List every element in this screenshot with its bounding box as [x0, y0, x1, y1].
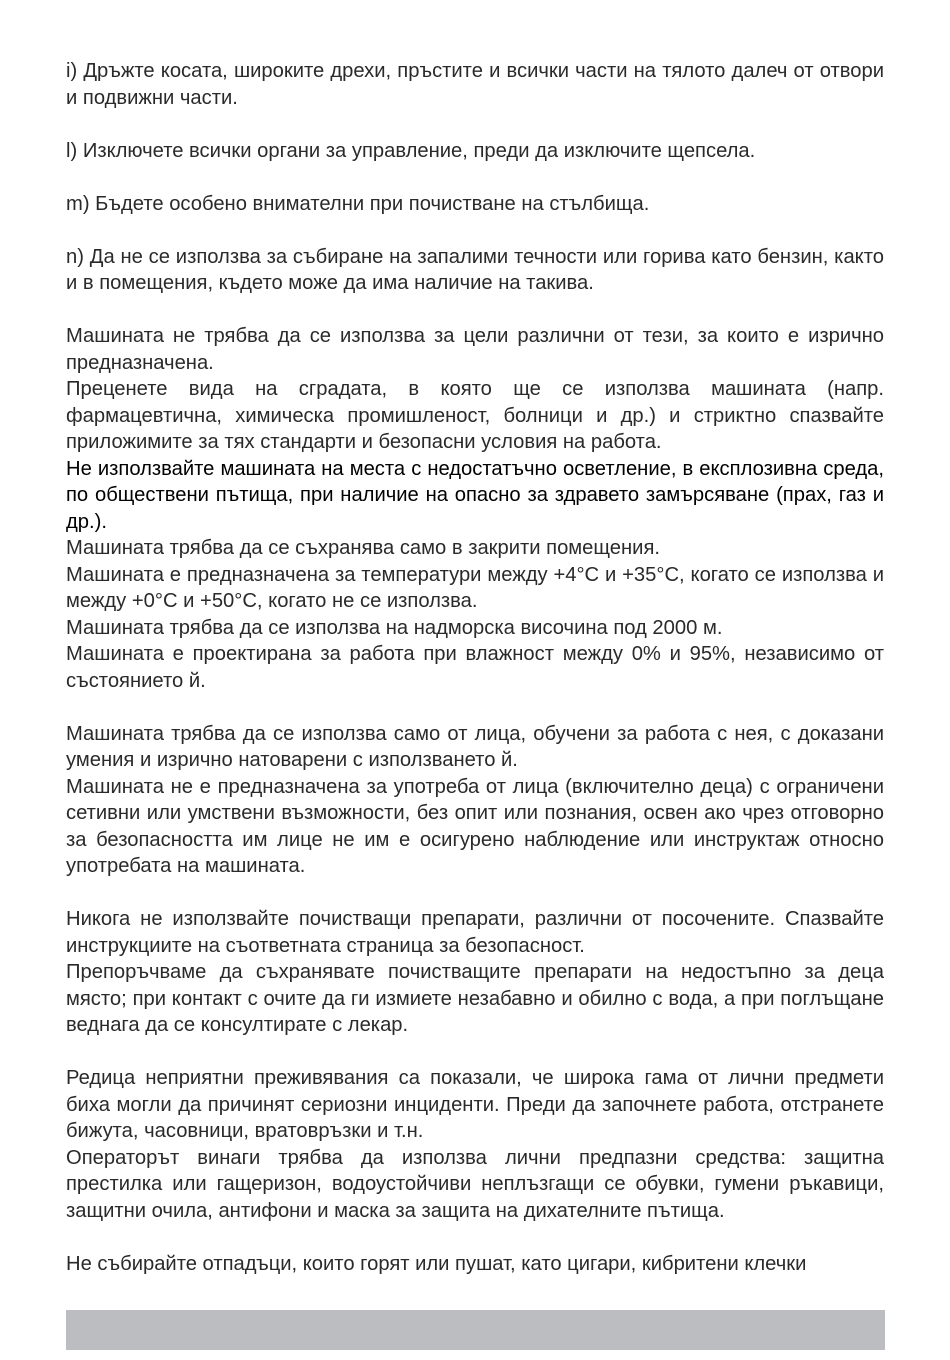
usage-conditions-section: [66, 323, 884, 694]
safety-item-l: l) Изключете всички органи за управление, преди да изключите щепсела.: [66, 139, 756, 162]
trained-operators-paragraph: Машината трябва да се използва само от лица, обучени за работа с нея, с доказани умения и изрично натоварени с използването й.: [66, 722, 884, 771]
storage-paragraph: Машината трябва да се съхранява само в закрити помещения.: [66, 537, 660, 559]
personal-protection-section: [66, 1065, 884, 1224]
humidity-paragraph: Машината е проектирана за работа при влажност между 0% и 95%, независимо от състоянието й.: [66, 643, 884, 692]
safety-item-m: m) Бъдете особено внимателни при почистване на стълбища.: [66, 192, 650, 215]
document-body: [66, 58, 884, 1277]
cleaning-agents-section: [66, 906, 884, 1039]
operator-section: [66, 721, 884, 880]
intended-use-paragraph: Машината не трябва да се използва за цели различни от тези, за които е изрично предназначена.: [66, 325, 884, 374]
detergent-storage-paragraph: Препоръчваме да съхранявате почистващите препарати на недостъпно за деца място; при контакт с очите да ги измиете незабавно и обилно с вода, а при поглъщане веднага да се консултирате с лекар.: [66, 961, 884, 1036]
protective-equipment-paragraph: Операторът винаги трябва да използва лични предпазни средства: защитна престилка или гащеризон, водоустойчиви неплъзгащи се обувки, гумени ръкавици, защитни очила, антифони и маска за защита на дихателните пътища.: [66, 1146, 884, 1222]
temperature-paragraph: Машината е предназначена за температури между +4°C и +35°C, когато се използва и между +0°C и +50°C, когато не се използва.: [66, 563, 884, 612]
safety-item-n: n) Да не се използва за събиране на запалими течности или горива като бензин, както и в помещения, където може да има наличие на такива.: [66, 245, 884, 294]
altitude-paragraph: Машината трябва да се използва на надморска височина под 2000 м.: [66, 616, 723, 639]
safety-item-i: i) Дръжте косата, широките дрехи, пръстите и всички части на тялото далеч от отвори и подвижни части.: [66, 60, 884, 109]
burning-waste-paragraph: Не събирайте отпадъци, които горят или пушат, като цигари, кибритени клечки: [66, 1252, 807, 1275]
detergents-paragraph: Никога не използвайте почистващи препарати, различни от посочените. Спазвайте инструкциите на съответната страница за безопасност.: [66, 908, 884, 957]
building-type-paragraph: Преценете вида на сградата, в която ще се използва машината (напр. фармацевтична, химическа промишленост, болници и др.) и стриктно спазвайте приложимите за тях стандарти и безопасни условия на работа.: [66, 378, 884, 453]
footer-bar: [66, 1310, 885, 1350]
personal-items-paragraph: Редица неприятни преживявания са показали, че широка гама от лични предмети биха могли да причинят сериозни инциденти. Преди да започнете работа, отстранете бижута, часовници, вратовръзки и т.н.: [66, 1067, 884, 1142]
restricted-users-paragraph: Машината не е предназначена за употреба от лица (включително деца) с ограничени сетивни или умствени възможности, без опит или познания, освен ако чрез отговорно за безопасността им лице не им е осигурено наблюдение или инструктаж относно употребата на машината.: [66, 775, 884, 877]
environment-warning-paragraph: Не използвайте машината на места с недостатъчно осветление, в експлозивна среда, по обществени пътища, при наличие на опасно за здравето замърсяване (прах, газ и др.).: [66, 457, 884, 533]
